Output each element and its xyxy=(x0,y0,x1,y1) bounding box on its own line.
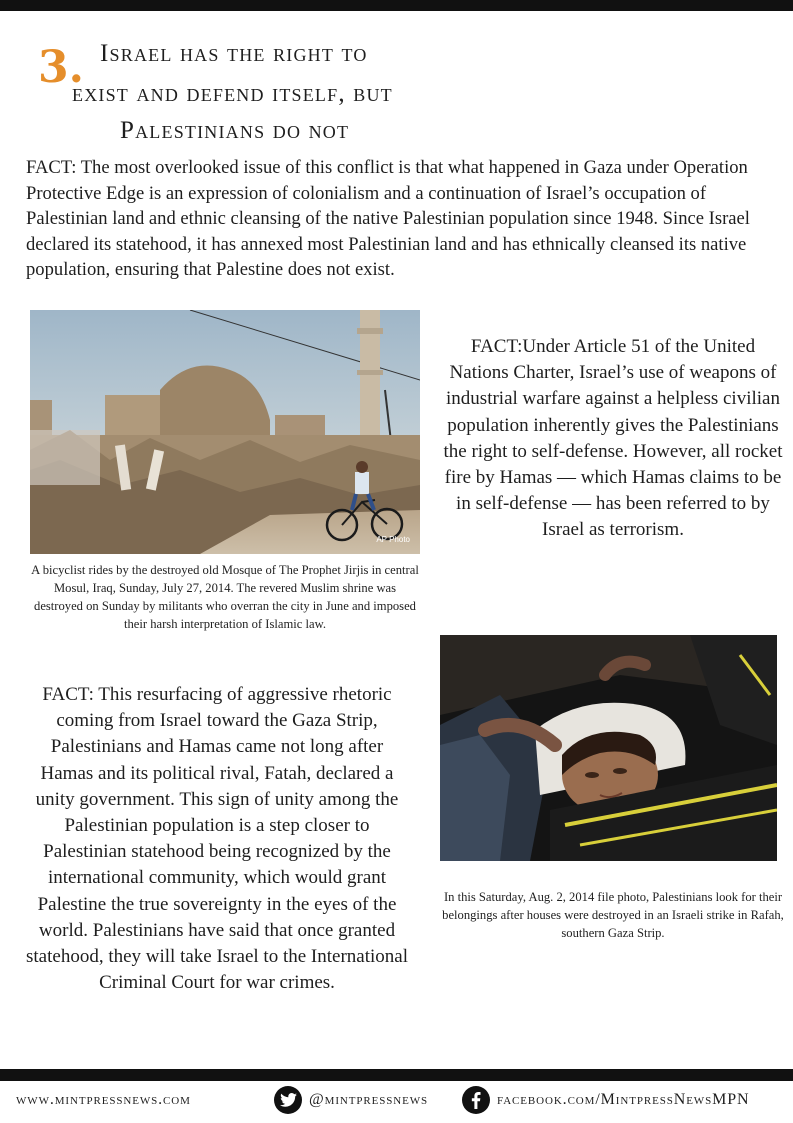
website-link[interactable] xyxy=(16,1084,191,1116)
mosul-photo-caption: A bicyclist rides by the destroyed old Mosque of The Prophet Jirjis in central Mosul, Iraq, Sunday, July 27, 2014. The revered Muslim shrine was destroyed on Sunday by militants who overran the city in June and imposed their harsh interpretation of Islamic law. xyxy=(31,563,419,631)
top-bar xyxy=(0,0,793,11)
facebook-f-icon xyxy=(462,1086,490,1114)
twitter-link[interactable] xyxy=(274,1084,428,1116)
mosul-mosque-photo xyxy=(30,310,420,554)
bottom-bar xyxy=(0,1069,793,1081)
twitter-bird-icon xyxy=(274,1086,302,1114)
heading-line-2: exist and defend itself, but xyxy=(72,80,393,107)
photo-credit: AP Photo xyxy=(376,535,410,544)
rafah-child-photo xyxy=(440,635,777,861)
twitter-handle: @mintpressnews xyxy=(309,1091,429,1108)
fact-unity-paragraph: FACT: This resurfacing of aggressive rhetoric coming from Israel toward the Gaza Strip, Palestinians and Hamas came not long after Hamas and its political rival, Fatah, declared a unity government. This sign of unity among the Palestinian population is a step closer to Palestinian statehood being recognized by the international community, which would grant Palestine the true sovereignty in the eyes of the world. Palestinians have said that once granted statehood, they will take Israel to the International Criminal Court for war crimes. xyxy=(26,684,408,994)
heading-line-1: Israel has the right to xyxy=(100,40,368,67)
footer xyxy=(0,1084,793,1116)
website-text: www.mintpressnews.com xyxy=(16,1091,191,1108)
rafah-photo-caption: In this Saturday, Aug. 2, 2014 file photo, Palestinians look for their belongings after houses were destroyed in an Israeli strike in Rafah, southern Gaza Strip. xyxy=(442,890,784,940)
heading-line-3: Palestinians do not xyxy=(120,117,350,144)
fact-article51-paragraph: FACT:Under Article 51 of the United Nations Charter, Israel’s use of weapons of industrial warfare against a helpless civilian population inherently gives the Palestinians the right to self-defense. However, all rocket fire by Hamas — which Hamas claims to be in self-defense — has been referred to by Israel as terrorism. xyxy=(443,336,783,541)
section-number: 3. xyxy=(38,42,84,93)
facebook-url: facebook.com/MintpressNewsMPN xyxy=(497,1091,750,1108)
facebook-link[interactable] xyxy=(462,1084,750,1116)
fact-intro-paragraph: FACT: The most overlooked issue of this conflict is that what happened in Gaza under Operation Protective Edge is an expression of colonialism and a continuation of Israel’s occupation of Palestinian land and ethnic cleansing of the native Palestinian population since 1948. Since Israel declared its statehood, it has annexed most Palestinian land and has ethnically cleansed its native population, ensuring that Palestine does not exist. xyxy=(26,157,750,281)
section-heading xyxy=(0,22,793,152)
